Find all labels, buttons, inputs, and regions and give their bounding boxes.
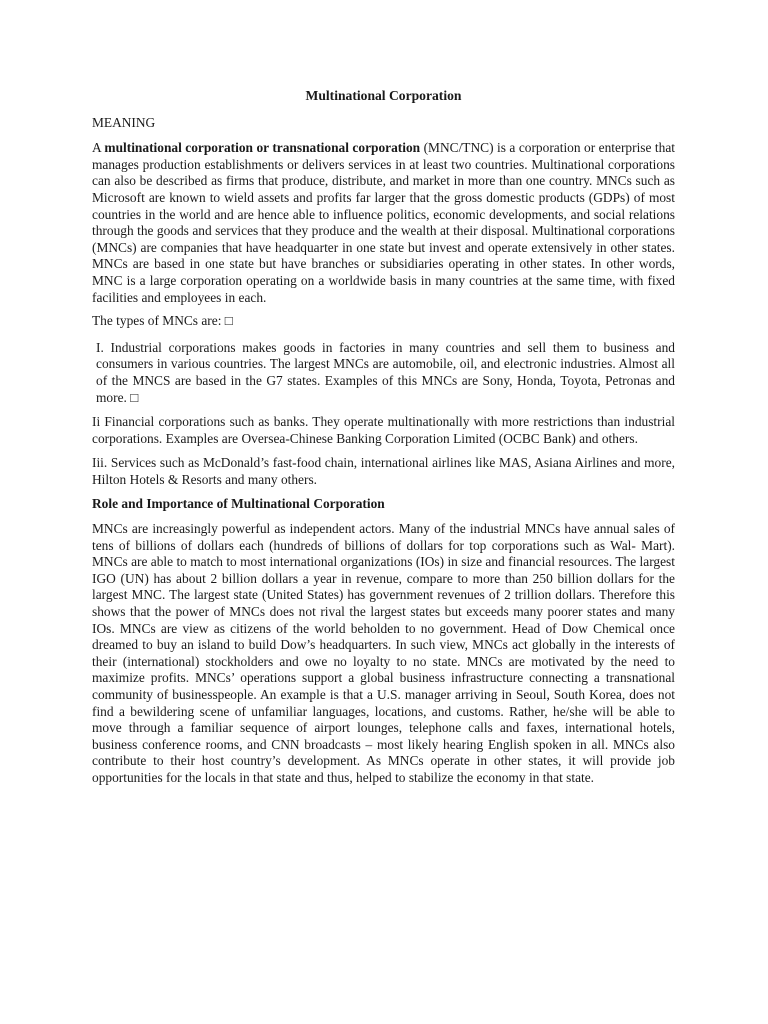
document-page: [92, 88, 675, 794]
intro-lead: A: [92, 140, 105, 156]
type-item-services: Iii. Services such as McDonald’s fast-food chain, international airlines like MAS, Asiana Airlines and more, Hilton Hotels & Resorts and many others.: [92, 455, 675, 487]
type-item-financial: Ii Financial corporations such as banks. They operate multinationally with more restrictions than industrial corporations. Examples are Oversea-Chinese Banking Corporation Limited (OCBC Bank) and others.: [92, 414, 675, 446]
types-label: The types of MNCs are: □: [92, 313, 233, 329]
role-paragraph: MNCs are increasingly powerful as independent actors. Many of the industrial MNCs have annual sales of tens of billions of dollars each (hundreds of billions of dollars for top corporations such as Wal- Mart). MNCs are able to match to most international organizations (IOs) in size and financial resources. The largest IGO (UN) has about 2 billion dollars a year in revenue, compare to more than 250 billion dollars for the largest MNC. The largest state (United States) has government revenues of 2 trillion dollars. Therefore this shows that the power of MNCs does not rival the largest states but exceeds many poorer states and many IOs. MNCs are view as citizens of the world beholden to no government. Head of Dow Chemical once dreamed to buy an island to build Dow’s headquarters. In such view, MNCs act globally in the interests of their (international) stockholders and owe no loyalty to no state. MNCs are motivated by the need to maximize profits. MNCs’ operations support a global business infrastructure connecting a transnational community of businesspeople. An example is that a U.S. manager arriving in Seoul, South Korea, does not find a bewildering scene of unfamiliar languages, locations, and customs. Rather, he/she will be able to move through a familiar sequence of airport lounges, telephone calls and faxes, international hotels, business conference rooms, and CNN broadcasts – most likely hearing English spoken in all. MNCs also contribute to their host country’s development. As MNCs operate in other states, it will provide job opportunities for the locals in that state and thus, helped to stabilize the economy in that state.: [92, 521, 675, 785]
type-item-industrial: I. Industrial corporations makes goods in factories in many countries and sell them to business and consumers in various countries. The largest MNCs are automobile, oil, and electronic industries. Almost all of the MNCS are based in the G7 states. Examples of this MNCs are Sony, Honda, Toyota, Petronas and more. □: [96, 339, 675, 405]
meaning-heading: MEANING: [92, 114, 156, 130]
document-title: Multinational Corporation: [305, 88, 462, 103]
role-heading: Role and Importance of Multinational Corporation: [92, 496, 385, 512]
intro-bold-term: multinational corporation or transnational corporation: [104, 140, 421, 156]
intro-paragraph: [92, 140, 675, 306]
intro-text: (MNC/TNC) is a corporation or enterprise that manages production establishments or delivers services in at least two countries. Multinational corporations can also be described as firms that produce, distribute, and market in more than one country. MNCs such as Microsoft are known to wield assets and profits far larger that the gross domestic products (GDPs) of most countries in the world and are hence able to influence politics, economic developments, and social relations through the goods and services that they produce and the wealth at their disposal. Multinational corporations (MNCs) are companies that have headquarter in one state but invest and operate extensively in other states. MNCs are based in one state but have branches or subsidiaries operating in other states. In other words, MNC is a large corporation operating on a worldwide basis in many countries at the same time, with fixed facilities and employees in each.: [92, 140, 676, 305]
